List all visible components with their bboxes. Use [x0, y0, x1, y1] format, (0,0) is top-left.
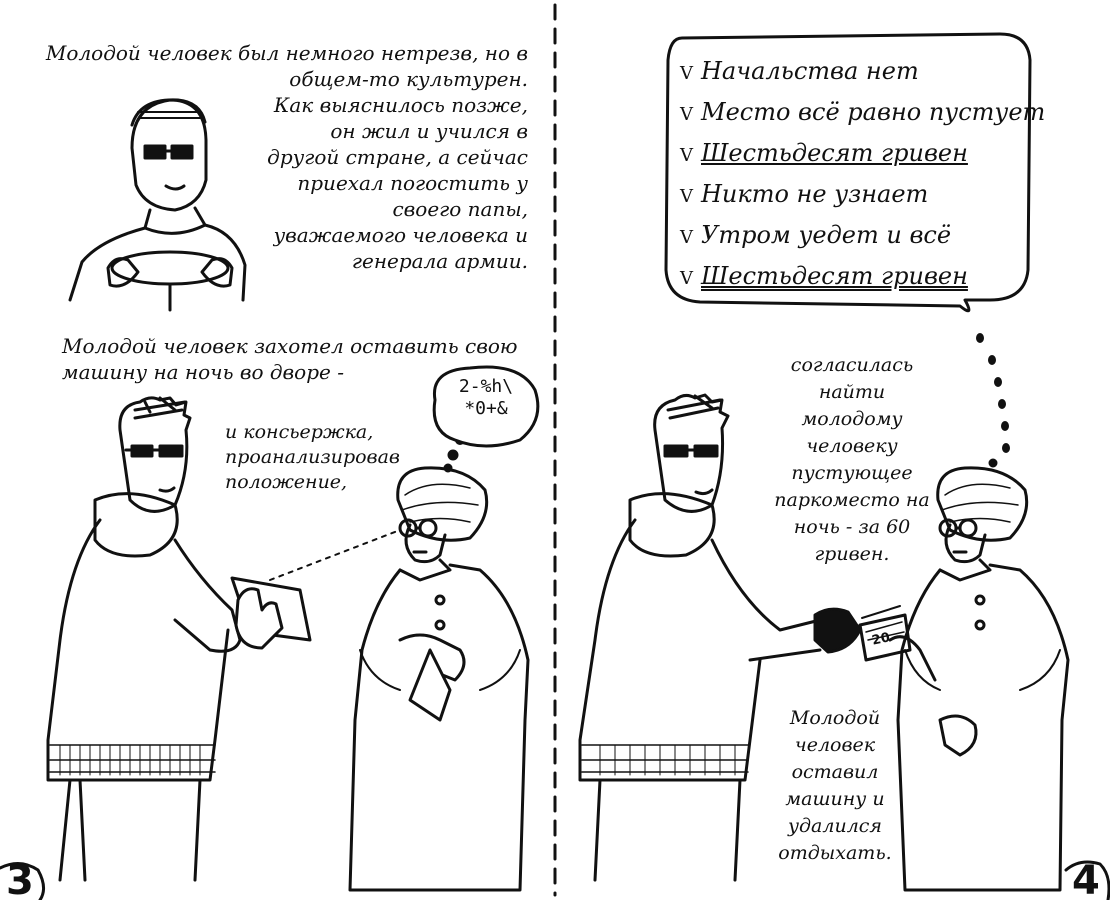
page-number-4: 4: [1072, 858, 1100, 904]
thought-item: V Начальства нет: [680, 57, 919, 85]
thought-bubble-dots: [976, 333, 1010, 453]
checkmark-icon: V: [680, 268, 693, 289]
grumble-symbols: 2-%h\ *0+&: [458, 376, 514, 419]
thought-item: V Никто не узнает: [680, 180, 929, 208]
intro-caption: Молодой человек был немного нетрезв, но в общем-то культурен. Как выяснилось позже, он жил и учился в другой стране, а сейчас приехал погостить у своего папы, уважаемого человека и генерала армии.: [45, 41, 528, 273]
checkmark-icon: V: [680, 63, 693, 84]
want-to-park-caption: Молодой человек захотел оставить свою машину на ночь во дворе -: [62, 334, 518, 384]
checkmark-icon: V: [680, 227, 693, 248]
concierge-figure-left: [350, 465, 528, 890]
thought-item: V Шестьдесят гривен: [680, 139, 968, 167]
thought-item: V Шестьдесят гривен: [680, 262, 968, 290]
left-to-rest-caption: Молодой человек оставил машину и удалился отдыхать.: [778, 707, 892, 864]
page-number-3: 3: [6, 858, 34, 904]
checkmark-icon: V: [680, 104, 693, 125]
agreed-caption: согласилась найти молодому человеку пустующее паркоместо на ночь - за 60 гривен.: [774, 354, 930, 565]
checkmark-icon: V: [680, 145, 693, 166]
banknote-label: 20: [870, 630, 892, 649]
thought-checklist: [680, 52, 1045, 298]
checkmark-icon: V: [680, 186, 693, 207]
concierge-analyzed-caption: и консьержка, проанализировав положение,: [225, 421, 400, 493]
thought-item: V Место всё равно пустует: [680, 98, 1046, 126]
thought-item: V Утром уедет и всё: [680, 221, 952, 249]
